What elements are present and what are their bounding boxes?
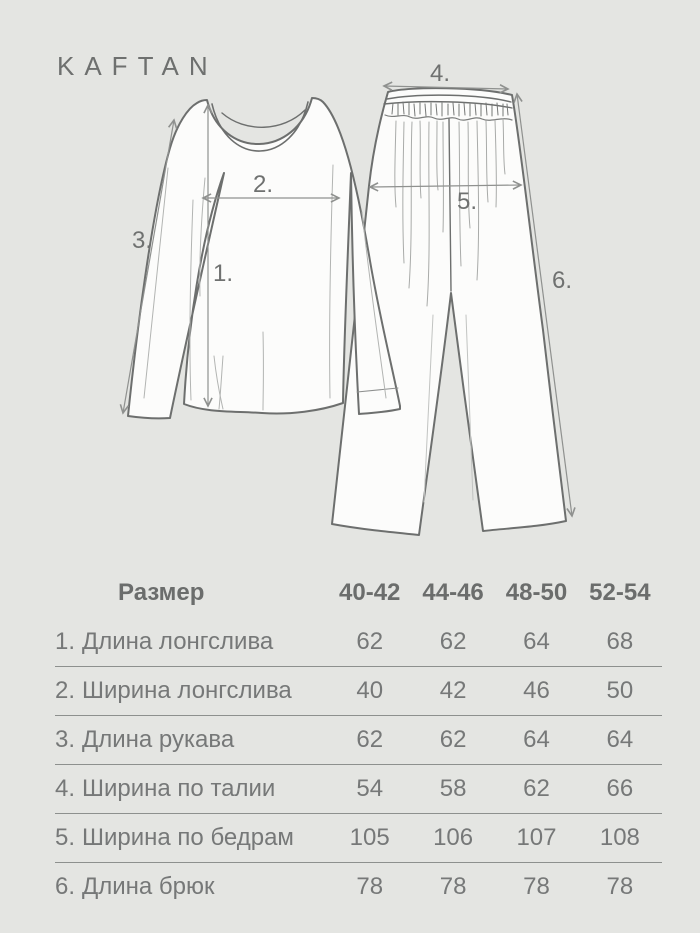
table-row xyxy=(55,617,662,666)
measure-label-3: 3. xyxy=(132,227,153,254)
size-value-cell: 105 xyxy=(349,824,390,851)
size-table xyxy=(55,568,662,911)
size-table-title: Размер xyxy=(118,578,205,606)
size-column-header: 44-46 xyxy=(422,578,484,606)
size-column-header: 52-54 xyxy=(589,578,651,606)
size-value-cell: 62 xyxy=(356,726,384,753)
size-value-cell: 46 xyxy=(523,677,550,704)
longsleeve-outline xyxy=(128,98,400,418)
size-value-cell: 62 xyxy=(439,627,467,655)
row-label: Ширина по бедрам xyxy=(82,824,294,851)
measure-label-1: 1. xyxy=(213,260,234,287)
size-value-cell: 64 xyxy=(523,627,550,655)
row-number: 1. xyxy=(55,627,76,655)
size-value-cell: 42 xyxy=(439,677,467,704)
size-value-cell: 64 xyxy=(606,726,634,753)
size-value-cell: 62 xyxy=(439,726,467,753)
size-value-cell: 78 xyxy=(606,873,634,900)
measure-label-2: 2. xyxy=(252,171,274,198)
row-number: 6. xyxy=(55,873,76,900)
table-row xyxy=(55,764,662,813)
back-neck-line xyxy=(222,110,305,127)
row-label: Длина лонгслива xyxy=(82,627,274,655)
row-number: 3. xyxy=(55,726,76,753)
row-number: 5. xyxy=(55,824,76,851)
brand-logo: KAFTAN xyxy=(57,51,218,81)
size-value-cell: 78 xyxy=(356,873,384,900)
table-row xyxy=(55,862,662,911)
measure-label-6: 6. xyxy=(552,267,573,294)
size-value-cell: 50 xyxy=(606,677,634,704)
size-column-header: 40-42 xyxy=(339,578,401,606)
measure-label-5: 5. xyxy=(456,188,478,215)
size-value-cell: 106 xyxy=(433,824,474,851)
row-number: 4. xyxy=(55,775,76,802)
table-row xyxy=(55,813,662,862)
table-row xyxy=(55,666,662,715)
size-value-cell: 108 xyxy=(599,824,640,851)
size-value-cell: 40 xyxy=(356,677,384,704)
size-value-cell: 66 xyxy=(606,775,634,802)
size-value-cell: 107 xyxy=(516,824,557,851)
row-label: Длина рукава xyxy=(82,726,235,753)
row-label: Ширина по талии xyxy=(82,775,276,802)
size-value-cell: 54 xyxy=(356,775,384,802)
size-value-cell: 68 xyxy=(606,627,634,655)
size-value-cell: 78 xyxy=(523,873,550,900)
size-table-header-row xyxy=(55,568,662,617)
size-value-cell: 62 xyxy=(356,627,384,655)
row-label: Длина брюк xyxy=(82,873,215,900)
table-row xyxy=(55,715,662,764)
size-value-cell: 64 xyxy=(523,726,550,753)
measure-label-4: 4. xyxy=(429,60,451,87)
longsleeve-drawing xyxy=(128,98,400,418)
row-label: Ширина лонгслива xyxy=(82,677,292,704)
size-value-cell: 58 xyxy=(439,775,467,802)
size-column-header: 48-50 xyxy=(505,578,568,606)
size-value-cell: 62 xyxy=(523,775,550,802)
size-value-cell: 78 xyxy=(439,873,467,900)
row-number: 2. xyxy=(55,677,76,704)
